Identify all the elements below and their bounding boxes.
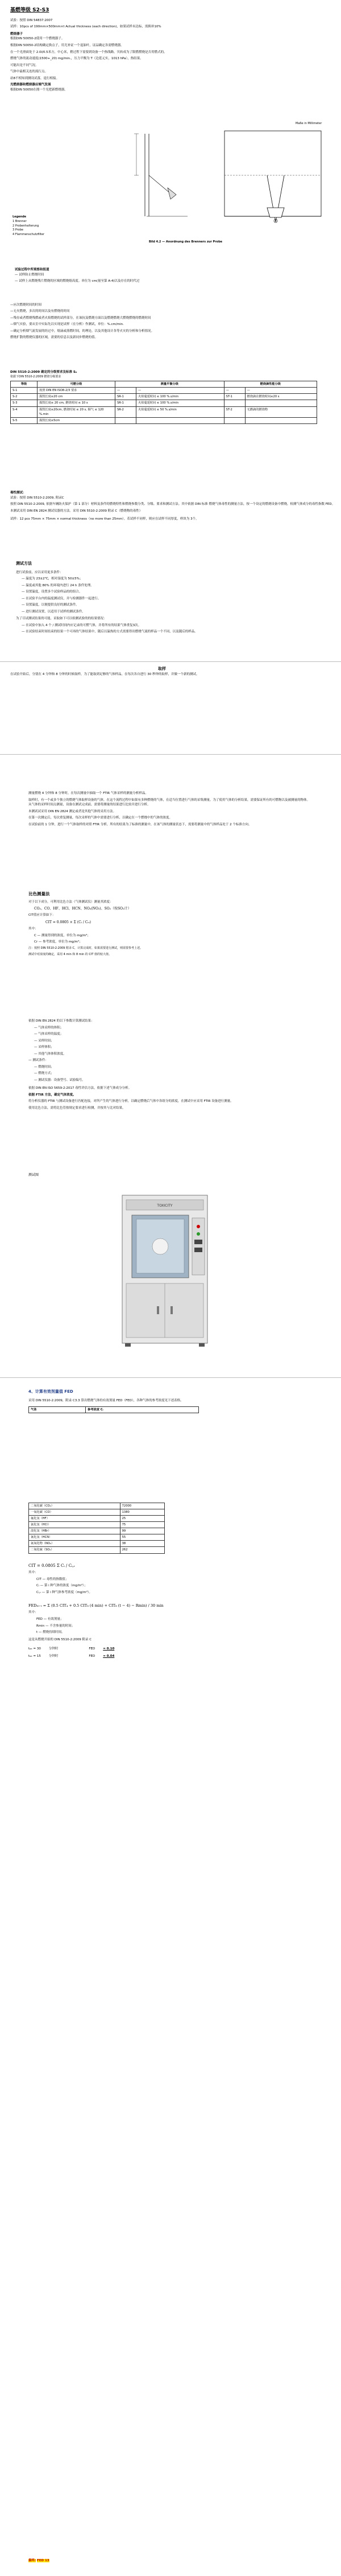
- note: 注：按照 DIN 5510-2:2009 附录 C，计算完成时，如果需要进行测试，则需要参考上述。: [28, 946, 143, 950]
- measurement-para: 在第一次测定后，每次重复测量，每次采样的气体中需要进行分析，以确定在一个燃烧中的气体的浓度。: [28, 816, 173, 820]
- gas-ref-value: 38: [120, 1541, 164, 1547]
- method-text: 进行试验前，应以采用更多条件：: [16, 570, 63, 574]
- sample-line: 试样：10pcs of 190mm×500mm×t Actual thickness (each direction)，如果试样未达标，需换补10%: [10, 25, 161, 29]
- table-cell: SR-1: [115, 394, 136, 400]
- method-text: — 设置温度，以便提供良好的测试条件。: [22, 603, 79, 607]
- fed-standard: 这是从燃烧开始的 DIN 5510-2:2009 附录 C: [28, 1637, 92, 1641]
- standard-line: 试验：按照 DIN 5510-2:2009, 附录C: [10, 496, 64, 500]
- table-row: [11, 417, 317, 423]
- measurement-para: 取样时，有一个或多个独立的燃烧气体取样设备的气体，在这个流程过程中如果有多种燃烧的气体，在适当位置进行气体的采集测量。为了使用气体的分析结果，需要保证所有的可燃物以及被测量的物体。从气体的采样时间点测量，设备在测试完成前，需要将测量的结果进行比较并进行分析。: [28, 798, 310, 807]
- gas-name: 二氧化碳（CO₂）: [29, 1503, 120, 1509]
- device-brand-label: TOXICITY: [157, 1204, 173, 1208]
- result-key: FED: [89, 1647, 95, 1651]
- table-row: [29, 1541, 165, 1547]
- reference-concentration: [0, 1503, 341, 1659]
- measurement-para: 测量燃烧 4 分钟和 8 分钟时，在每次测量中抽取一个 FTIR 气体采样的测量分析样品。: [28, 792, 148, 795]
- table-cell: 火焰蔓延时间 ≤ 100 %.s/min: [136, 394, 224, 400]
- gas-list: CO₂、CO、HF、HCl、HCN、NOₓ(NO₂)、SO₂（按SO₂计）: [34, 907, 131, 911]
- table-cell: 按照 DIN EN ISO8-2/3 要求: [38, 388, 115, 394]
- section-title: 4、计算有效剂量值 FED: [28, 1389, 73, 1394]
- section-parameters: [0, 1019, 341, 1112]
- result-label: tₒₑ = 30: [28, 1647, 41, 1651]
- parameter-item: — 采样体积；: [34, 1046, 54, 1050]
- parameter-item: — 其他气体体积浓度。: [34, 1052, 66, 1056]
- table-cell: [224, 417, 245, 423]
- table-cell: ST-1: [224, 394, 245, 400]
- flame-para: 根据DIN 50050-2使用一个燃烧器子。: [10, 37, 65, 41]
- gas-name: 氯化氢（HCl）: [29, 1522, 120, 1528]
- table-row: [29, 1534, 165, 1541]
- cit-formula: CIT = 0.0805 × Σ (Cᵢ / Cᵣᵢ): [45, 920, 92, 924]
- method-text: — 在试验中加入 4 个 / 测试时间内应记录的可燃气体，并将所有的结果气体重复3次。: [22, 623, 142, 627]
- table-cell: —: [245, 388, 317, 394]
- gas-ref-value: 75: [120, 1522, 164, 1528]
- table-cell: [115, 417, 136, 423]
- section-fed: [0, 1389, 341, 1413]
- toxicity-chamber-image: [0, 1184, 341, 1360]
- method-text: — 在试验结束时间结束的结果一个可再的气体结果中，随后以温热的方式需要得出燃烧气流的样品一个不同，以及随后的样品。: [22, 630, 198, 634]
- fed-result-row: [28, 1647, 313, 1652]
- method-text: — 温度为 23±2℃，相对湿度为 50±5%；: [22, 577, 83, 581]
- table-cell: —: [224, 388, 245, 394]
- table-cell: S-1: [11, 388, 38, 394]
- table-cell: —: [136, 388, 224, 394]
- diagram-unit-note: Maße in Millimeter: [296, 122, 322, 125]
- result-value: = 0.04: [103, 1654, 115, 1658]
- method-text: — 进行测试设置，以适用于试样的测试条件。: [22, 610, 85, 614]
- gas-name: 一氧化碳（CO）: [29, 1509, 120, 1516]
- legend-item: 2 Probenhalterung: [13, 224, 39, 228]
- gas-ref-value: 1380: [120, 1509, 164, 1516]
- legend-item: 3 Probe: [13, 228, 23, 232]
- indicator-light: [197, 1225, 200, 1228]
- section-toxicity: [0, 491, 341, 524]
- parameters-title: 依据 DIN EN 2824 的以下参数计算测试结果：: [28, 1019, 94, 1023]
- cit-intro: CIT值应计算如下：: [28, 913, 56, 917]
- table-cell: S-5: [11, 417, 38, 423]
- observation-bullet: —无火燃烧，多次的时间以及有燃烧的时间: [10, 310, 70, 314]
- table-cell: 火焰蔓延时间 ≤ 100 %.s/min: [136, 400, 224, 406]
- observation-item: — 试样上从燃烧残片燃烧的区域的燃烧熔高度。单位为 cm(量至第 A-4)以及存在的时代过: [15, 279, 140, 283]
- section-title: 毒性测试：: [10, 491, 26, 495]
- definition: t — 燃烧持续时间。: [36, 1631, 65, 1635]
- table-row: [29, 1522, 165, 1528]
- method-text: 为了尽试测试结果的可能，采取如下可以检测试验的的结果情况：: [16, 617, 107, 621]
- gas-name: 氟化氢（HF）: [29, 1516, 120, 1522]
- reference-table: [28, 1503, 165, 1554]
- page-divider: [0, 1377, 341, 1378]
- table-row: [29, 1503, 165, 1509]
- classification-table: [10, 381, 317, 423]
- definition: FED — 有效剂量；: [36, 1617, 64, 1621]
- table-cell: ST-2: [224, 406, 245, 417]
- cit-formula: CIT = 0.0805 Σ Cᵢ / Cᵢ,ᵣ: [28, 1563, 75, 1568]
- method-text: — 设置温度，设置多个试验样品的的组合。: [22, 590, 82, 594]
- gas-ref-value: 55: [120, 1534, 164, 1541]
- gas-name: 二氧化硫（SO₂）: [29, 1547, 120, 1553]
- definition: Cr — 参考浓度，单位为 mg/m³；: [34, 940, 82, 944]
- legend: [13, 215, 44, 237]
- toxicity-para: 本测试采用 DIN EN 2824 测试仪器的方法。采用 DIN 5510-2:2009 附录 C（燃烧物的毒性）: [10, 509, 143, 513]
- table-cell: 损毁长度≤5cm: [38, 417, 115, 423]
- section-title: 测试方法: [16, 561, 32, 566]
- gas-name: 氰化氢（HCN）: [29, 1534, 120, 1541]
- ftir-title: 依据 FTIR 方法，确定气体浓度。: [28, 1093, 76, 1097]
- definition: C — 测量得到的浓度，单位为 mg/m³；: [34, 933, 90, 937]
- gas-ref-value: 25: [120, 1516, 164, 1522]
- table-caption: DIN 5510-2:2009 确定的分级要求及标准 Sₙ: [10, 371, 77, 374]
- section-observations: [0, 268, 341, 342]
- measurement-para: 本测试试采用 DIN EN 2824 测定或者是其他气体的采用方法。: [28, 809, 117, 813]
- flame-para: 燃烧气体的流动速度(1500+_20) mg/min.，压力平衡为 T（边延元实，1013 hPa），热结果。: [10, 57, 143, 61]
- parameter-item: — 采样时间；: [34, 1039, 54, 1043]
- gas-name: 溴化氢（HBr）: [29, 1528, 120, 1534]
- observation-bullet: —残存或者燃烧残燃或者火焰燃烧的试样部分，在该抗及燃烧方面以及燃烧燃烧大燃烧燃烧的燃烧时间: [10, 316, 151, 320]
- table-row: [11, 394, 317, 400]
- final-label: 最终:: [28, 2559, 36, 2562]
- table-cell: [224, 400, 245, 406]
- table-cell: SR-2: [115, 406, 136, 417]
- table-cell: [245, 400, 317, 406]
- colorimetric-intro: 对于以下成分，可利用比色方法（气体测试仪）测量其浓度：: [28, 900, 113, 904]
- toxicity-para: 按照 DIN 5510-2:2009, 依据车辆防火保护（第 1 部分）材料及条件的燃烧特性和燃烧参数分类、分级、要求和测试方法。其中依据 DIN 标准 燃烧气体毒性的测量方法，按一个设定的燃烧设备中燃烧，检测气体成分的毒性指数 FED。: [10, 503, 335, 507]
- observation-item: — 试样防止燃烧时间: [15, 273, 44, 277]
- ftir-para: 将分析仪器的 FTIR 与测试设备进行匹配连接，对所产生的气体进行分析，以确定燃烧后气体中各组分的浓度，在测试中应采用 FTIR 设备进行测量。: [28, 1100, 234, 1104]
- definition: Cᵢ,ᵣ — 第 i 种气体参考浓度（mg/m³）。: [36, 1590, 93, 1594]
- table-cell: 损毁长度≤20cm, 燃烧时间 ≤ 20 s, 烟气 ≤ 120 %.min: [38, 406, 115, 417]
- definition: CIT — 毒性的指数值；: [36, 1577, 69, 1581]
- result-label: tₒₑ = 15: [28, 1654, 41, 1658]
- table-subcaption: 依据下DIN 5510-2:2009 燃烧分级要求: [10, 375, 61, 378]
- table-cell: 火焰蔓延时间 ≤ 50 %.s/min: [136, 406, 224, 417]
- final-value: FED 13: [36, 2559, 49, 2562]
- section-measurement: [0, 791, 341, 829]
- measurement-para: 在试验前的 1 分钟，进行一个气体取样的对照 FTIR 分析。所有的结果为了标准的测量中，在该气体的测量状态下，需要将测量中的气体样品处于 2 个标准方向。: [28, 822, 252, 826]
- table-header: 等级: [11, 381, 38, 388]
- table-row: [29, 1509, 165, 1516]
- gas-name: 氮氧化物（NO₂）: [29, 1541, 120, 1547]
- result-key: FED: [89, 1654, 95, 1658]
- flame-para: 可能出是不同气况。: [10, 63, 39, 67]
- table-cell: 无燃滴的燃烧物: [245, 406, 317, 417]
- legend-item: 1 Brenner: [13, 219, 27, 223]
- table-header-row: [11, 381, 317, 388]
- table-header: 参考浓度 Cᵢ: [86, 1407, 199, 1413]
- section-title: 取样: [158, 666, 166, 671]
- classification-section: [0, 370, 341, 424]
- flame-para: 在一个光滑面处于 2.0l/0.5米方，中心米，稍过程下需要到设备一个热线路。贝转成为了限燃燃烧是否用燃式的。: [10, 50, 167, 54]
- section-sampling: [0, 666, 341, 678]
- burner-title: 光燃烧器和燃烧器应端气发展: [10, 83, 51, 87]
- flame-para: 根据DIN 50050-2结构确定换点子，用尤补证一个退油叶，证品确定各需燃烧器。: [10, 44, 124, 47]
- indicator-light: [197, 1232, 200, 1236]
- where-label: 其中：: [28, 1611, 38, 1615]
- gas-ref-value: 262: [120, 1547, 164, 1553]
- result-unit: 分钟时: [48, 1647, 59, 1651]
- table-row: [29, 1528, 165, 1534]
- condition-item: — 燃烧方式；: [34, 1072, 54, 1076]
- table-row: [29, 1516, 165, 1522]
- method-text: — 温度或其他 80% 的环境内进行 24 h 条件处理。: [22, 583, 94, 587]
- condition-item: — 燃烧时间；: [34, 1065, 54, 1069]
- section-test-method: [0, 561, 341, 636]
- observation-bullet: —烟气实验，要从室中实际先以实现是试样（在分析）作测试，单位：%.cm/min.: [10, 323, 124, 327]
- observation-bullet: —应次燃烧时间的时间: [10, 303, 42, 307]
- table-header: 气体: [29, 1407, 86, 1413]
- final-result: [0, 2558, 341, 2563]
- standard-line: 试验：按照 DIN 54837:2007: [10, 18, 53, 22]
- table-cell: —: [115, 388, 136, 394]
- parameter-item: — 气体采样的温度；: [34, 1032, 64, 1036]
- section-colorimetric: [0, 891, 341, 958]
- fed-para: 采用 DIN 5510-2:2009，附录 C3.3 算出燃烧气体的有效剂量 FED（FED），各种气体的参考浓度见下述表格。: [28, 1398, 184, 1402]
- definition: Cᵢ — 第 i 种气体的浓度（mg/m³）；: [36, 1584, 88, 1588]
- legend-title: Legende: [13, 215, 27, 219]
- where-label: 其中：: [28, 927, 38, 931]
- parameter-item: — 气体采样的体积；: [34, 1026, 64, 1030]
- gas-ref-value: 72000: [120, 1503, 164, 1509]
- page-divider: [0, 661, 341, 662]
- flame-title: 燃烧器子: [10, 32, 23, 36]
- section-title: 比色测量法: [28, 891, 50, 896]
- photo-label: 测试图: [28, 1173, 39, 1177]
- burner-para: 根据DIN 50050在拥一个光把新燃烧器。: [10, 88, 68, 92]
- flame-note: 站8不相知到测设试落，退行相接。: [10, 76, 60, 80]
- burner-icon: [267, 175, 284, 223]
- note: 测试中对浓度的确定，采用 4 min 和 8 min 的 CIT 值的较大值。: [28, 952, 111, 956]
- result-value: = 0.10: [103, 1647, 115, 1651]
- table-cell: 损毁长度≤20 cm: [38, 394, 115, 400]
- burner-diagram-svg: [0, 108, 341, 256]
- page-divider: [0, 754, 341, 755]
- fed-result-row: [28, 1654, 313, 1659]
- definition: Rmin — 不含参量的时间；: [36, 1624, 75, 1628]
- diagram-caption: Bild 4.2 — Anordnung des Brenners zur Probe: [149, 240, 223, 244]
- flame-para: 气体中最相关连的流行点。: [10, 70, 48, 74]
- table-cell: 损毁长度≤ 20 cm, 燃烧时间 ≤ 10 s: [38, 400, 115, 406]
- table-cell: SR-1: [115, 400, 136, 406]
- table-row: [11, 400, 317, 406]
- table-cell: S-3: [11, 400, 38, 406]
- burner-diagram: [0, 108, 341, 256]
- conditions-title: — 测试条件：: [28, 1059, 48, 1063]
- reference-table-header: [28, 1406, 199, 1413]
- section-flame-test: [0, 7, 341, 94]
- fed-formula: FEDₜ₀₋ₜ = Σ (0.5 CIT₄ + 0.5 CIT₈ (4 min) + CIT₈ (t − 4) − Rmin) / 30 min: [28, 1603, 164, 1608]
- table-header: 测量平衡分级: [115, 381, 224, 388]
- table-row: [11, 388, 317, 394]
- section-title: 基燃等级 S2-S3: [10, 7, 49, 13]
- table-cell: 燃烧滴在燃烧时间≤20 s: [245, 394, 317, 400]
- toxicity-para: 试样：12 pcs 75mm × 75mm × normal thickness（no more than 25mm）。若试样不同样，则应在试样不同厚度，样块为 3个。: [10, 517, 199, 521]
- result-unit: 分钟时: [48, 1654, 59, 1658]
- table-header: 可燃分级: [38, 381, 115, 388]
- observation-bullet: 燃烧扩散的燃烧仪器的区域，需要的信息以及新同步燃烧的值。: [10, 336, 98, 340]
- table-row: [11, 406, 317, 417]
- observation-bullet: —确定分析烟气流发展的经过中，熔滴或落燃时间，的理论，以及其他设计各等火灾的分析和分析情况。: [10, 329, 155, 333]
- legend-item: 4 Flammenschutzfilter: [13, 233, 44, 236]
- section-device-photo: [0, 1172, 341, 1360]
- table-cell: [136, 417, 224, 423]
- method-text: — 在试验平台内的温度测试仪，并与检测器件一起进行。: [22, 596, 101, 600]
- sampling-para: 在试验开始后，分别在 4 分钟和 8 分钟的时候取样，为了能取到足够的气体样品，在每次各自进行 30 秒钟的取样，并做一个新的测试。: [10, 672, 199, 676]
- where-label: 其中：: [28, 1571, 38, 1575]
- table-row: [29, 1547, 165, 1553]
- standard-line: 依据 DIN EN ISO 5659-2:2017 毒性评估方法，依据下述气体成分分析。: [28, 1087, 132, 1091]
- table-cell: S-4: [11, 406, 38, 417]
- ftir-note: 使用比色方法，需将比色管按规定要求进行检测，并按其与比对结果。: [28, 1106, 126, 1110]
- condition-item: — 测试仪器：设备型号、试验编号。: [34, 1078, 85, 1082]
- table-header: 燃烧滴性能分级: [224, 381, 317, 388]
- gas-ref-value: 99: [120, 1528, 164, 1534]
- table-cell: S-2: [11, 394, 38, 400]
- table-cell: [245, 417, 317, 423]
- section-title: 试验过程中所观察和报道: [15, 268, 49, 271]
